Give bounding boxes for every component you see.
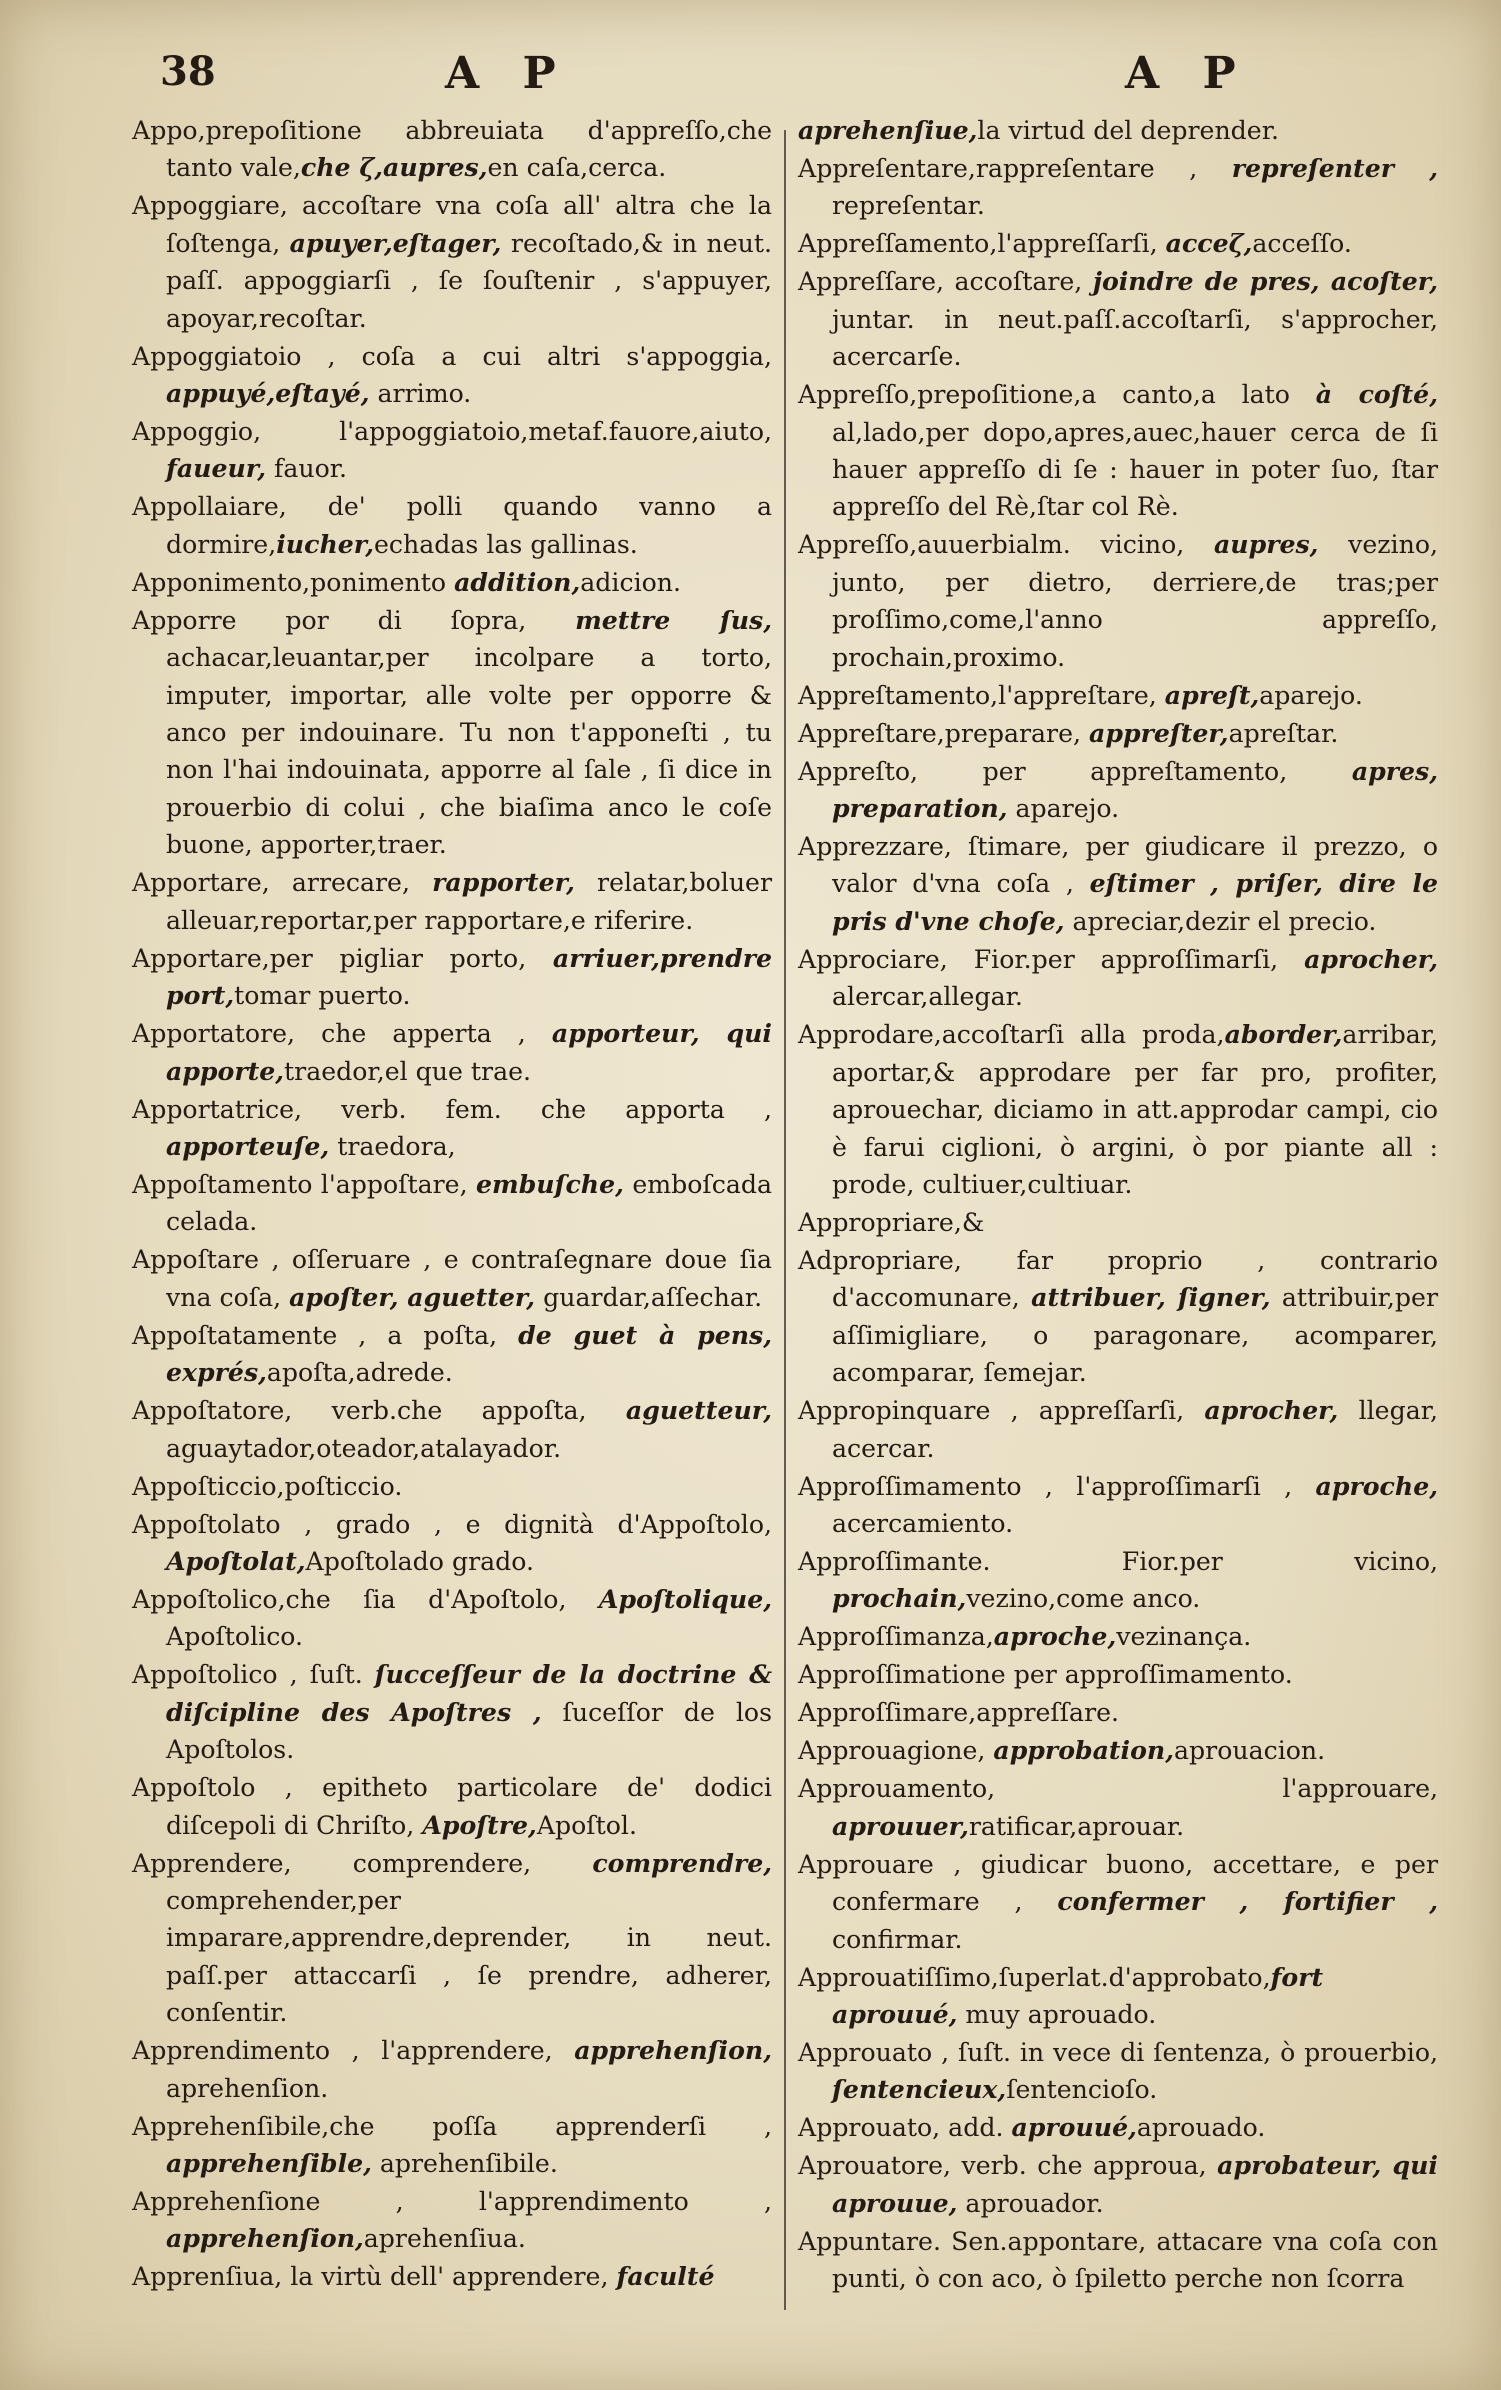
dictionary-entry <box>132 338 772 413</box>
entry-spanish-text: adicion. <box>580 567 682 597</box>
dictionary-entry <box>132 1845 772 2032</box>
dictionary-entry <box>798 1694 1438 1731</box>
entry-spanish-text: attribuir,per aſſimigliare, o paragonare, acomparer, acomparar, ſemejar. <box>832 1283 1438 1388</box>
entry-headword-text: Appoggiare, accoſtare vna coſa all' altra che la ſoſtenga, <box>132 191 772 258</box>
entry-french-equivalent: apres, preparation, <box>832 755 1438 824</box>
entry-spanish-text: aprouado. <box>1136 2113 1266 2143</box>
entry-french-equivalent: aprehenſiue, <box>798 115 978 145</box>
dictionary-entry <box>132 2108 772 2183</box>
entry-french-equivalent: appuyé,eſtayé, <box>166 378 370 409</box>
entry-french-equivalent: Apoſtre, <box>422 1809 537 1840</box>
dictionary-entry <box>132 1091 772 1166</box>
entry-french-equivalent: aprobateur, qui aprouue, <box>832 2150 1438 2218</box>
entry-spanish-text: ſentencioſo. <box>1006 2075 1158 2105</box>
dictionary-entry <box>132 112 772 187</box>
entry-spanish-text: aprouador. <box>957 2188 1104 2218</box>
entry-french-equivalent: fort aprouué, <box>832 1961 1324 2029</box>
left-column <box>132 112 772 2296</box>
dictionary-entry <box>798 715 1438 752</box>
entry-headword-text: Appollaiare, de' polli quando vanno a dormire, <box>132 492 772 559</box>
dictionary-entry <box>798 2109 1438 2146</box>
dictionary-entry <box>798 376 1438 526</box>
dictionary-entry <box>798 677 1438 714</box>
entry-french-equivalent: aprocher, <box>1304 943 1438 974</box>
entry-headword-text: Appreſtamento,l'appreſtare, <box>798 680 1165 710</box>
dictionary-entry <box>798 1242 1438 1392</box>
entry-spanish-text: traedor,el que trae. <box>284 1056 532 1086</box>
entry-french-equivalent: Apoſtolique, <box>598 1583 772 1614</box>
entry-french-equivalent: apreſt, <box>1164 679 1260 710</box>
dictionary-entry <box>132 413 772 488</box>
entry-french-equivalent: aprouuer, <box>832 1810 969 1841</box>
entry-headword-text: Appreſſo,auuerbialm. vicino, <box>798 530 1214 560</box>
entry-headword-text: Appoſtolo , epitheto particolare de' dodici diſcepoli di Chriſto, <box>132 1773 772 1840</box>
entry-french-equivalent: apuyer,eſtager, <box>289 227 502 258</box>
entry-french-equivalent: rapporter, <box>432 867 575 898</box>
entry-spanish-text: ſuceſſor de los Apoſtolos. <box>166 1697 772 1765</box>
dictionary-entry <box>132 2183 772 2258</box>
entry-headword-text: Apponimento,ponimento <box>132 567 455 597</box>
entry-french-equivalent: che ζ,aupres, <box>300 152 488 183</box>
entry-french-equivalent: prochain, <box>832 1583 967 1614</box>
dictionary-entry <box>798 2147 1438 2222</box>
entry-spanish-text: aparejo. <box>1259 680 1363 710</box>
entry-spanish-text: emboſcada celada. <box>166 1169 772 1237</box>
entry-french-equivalent: joindre de pres, acoſter, <box>1092 266 1438 297</box>
entry-french-equivalent: aguetteur, <box>625 1395 772 1426</box>
entry-french-equivalent: ſentencieux, <box>832 2074 1007 2105</box>
dictionary-entry <box>798 1543 1438 1618</box>
dictionary-entry <box>798 1016 1438 1203</box>
entry-spanish-text: acceſſo. <box>1252 229 1352 259</box>
entry-headword-text: Adpropriare, far proprio , contrario d'accomunare, <box>798 1245 1438 1313</box>
dictionary-entry <box>798 941 1438 1016</box>
entry-headword-text: Appreſentare,rappreſentare , <box>798 154 1232 183</box>
dictionary-entry <box>798 526 1438 676</box>
entry-french-equivalent: embuſche, <box>476 1168 624 1199</box>
entry-spanish-text: aprehenſiua. <box>363 2224 526 2254</box>
dictionary-entry <box>798 112 1438 149</box>
entry-spanish-text: aprehenſion. <box>166 2073 329 2103</box>
entry-headword-text: Apportare, arrecare, <box>132 868 433 898</box>
entry-headword-text: Approſſimatione per approſſimamento. <box>798 1660 1293 1690</box>
dictionary-entry <box>798 150 1438 225</box>
dictionary-entry <box>798 225 1438 262</box>
entry-spanish-text: en caſa,cerca. <box>487 153 667 183</box>
entry-french-equivalent: faueur, <box>166 453 267 484</box>
entry-spanish-text: vezino,come anco. <box>966 1584 1201 1614</box>
dictionary-entry <box>132 1656 772 1768</box>
entry-french-equivalent: addition, <box>454 566 581 597</box>
entry-spanish-text: confirmar. <box>832 1924 963 1954</box>
dictionary-entry <box>798 1204 1438 1241</box>
entry-spanish-text: vezinança. <box>1116 1622 1252 1652</box>
entry-headword-text: Apprenſiua, la virtù dell' apprendere, <box>132 2262 617 2292</box>
entry-spanish-text: tomar puerto. <box>234 981 411 1011</box>
dictionary-entry <box>798 263 1438 375</box>
entry-spanish-text: arrimo. <box>369 379 472 409</box>
page-header <box>0 48 1501 108</box>
entry-headword-text: Appoſtolico,che ſia d'Apoſtolo, <box>132 1584 599 1614</box>
entry-french-equivalent: eſtimer , priſer, dire le pris d'vne choſe, <box>832 868 1438 936</box>
entry-french-equivalent: confermer , fortifier , <box>1057 1886 1438 1917</box>
entry-headword-text: Approuamento, l'approuare, <box>798 1774 1438 1804</box>
entry-headword-text: Apprehenſibile,che poſſa apprenderſi , <box>132 2111 772 2141</box>
entry-french-equivalent: faculté <box>616 2261 715 2292</box>
running-head-left: A P <box>445 48 570 99</box>
entry-french-equivalent: attribuer, ſigner, <box>1031 1282 1271 1313</box>
entry-headword-text: Appoſtatamente , a poſta, <box>132 1320 519 1350</box>
dictionary-entry <box>132 1317 772 1392</box>
entry-headword-text: Apprendimento , l'apprendere, <box>132 2036 575 2066</box>
dictionary-entry <box>132 864 772 939</box>
entry-spanish-text: acercamiento. <box>832 1508 1014 1538</box>
entry-headword-text: Appoſtolato , grado , e dignità d'Appoſtolo, <box>132 1509 772 1539</box>
entry-headword-text: Apporre por di ſopra, <box>132 605 576 635</box>
dictionary-entry <box>132 1392 772 1467</box>
entry-spanish-text: traedora, <box>329 1131 456 1161</box>
entry-french-equivalent: apprehenſion, <box>166 2223 364 2254</box>
entry-spanish-text: la virtud del deprender. <box>977 116 1279 145</box>
entry-headword-text: Appropriare,& <box>798 1207 985 1237</box>
entry-french-equivalent: approbation, <box>993 1735 1175 1766</box>
entry-spanish-text: aparejo. <box>1007 794 1120 824</box>
entry-headword-text: Appoggio, l'appoggiatoio,metaf.fauore,aiuto, <box>132 417 772 447</box>
entry-headword-text: Apprezzare, ſtimare, per giudicare il prezzo, o valor d'vna coſa , <box>798 832 1438 899</box>
entry-headword-text: Apportare,per pigliar porto, <box>132 943 553 973</box>
entry-headword-text: Appoſtolico , ſuſt. <box>132 1660 375 1690</box>
entry-headword-text: Approuatiſſimo,ſuperlat.d'approbato, <box>798 1962 1271 1992</box>
entry-spanish-text: arribar, aportar,& approdare per far pro, profiter, aprouechar, diciamo in att.approdar campi, cio è farui ciglioni, ò argini, ò por piante all : prode, cultiuer,cultiuar. <box>832 1020 1438 1199</box>
entry-spanish-text: recoſtado,& in neut. paſſ. appoggiarſi , ſe ſouſtenir , s'appuyer, apoyar,recoſtar. <box>166 228 772 333</box>
entry-french-equivalent: aproche, <box>1315 1470 1438 1501</box>
dictionary-entry <box>798 1468 1438 1543</box>
entry-headword-text: Apportatore, che apperta , <box>132 1019 552 1049</box>
dictionary-entry <box>132 2032 772 2107</box>
dictionary-entry <box>132 1241 772 1316</box>
entry-spanish-text: juntar. in neut.paſſ.accoſtarſi, s'approcher, acercarſe. <box>832 304 1438 372</box>
dictionary-entry <box>132 1166 772 1241</box>
entry-spanish-text: apoſta,adrede. <box>266 1358 453 1388</box>
entry-headword-text: Approſſimare,appreſſare. <box>798 1698 1120 1728</box>
entry-headword-text: Appoſticcio,poſticcio. <box>132 1471 403 1501</box>
entry-headword-text: Appreſſamento,l'appreſſarſi, <box>798 229 1166 259</box>
entry-french-equivalent: ſucceſſeur de la doctrine & diſcipline des Apoſtres , <box>166 1659 772 1727</box>
dictionary-entry <box>798 1392 1438 1467</box>
entry-spanish-text: repreſentar. <box>832 191 985 221</box>
entry-headword-text: Appoſtamento l'appoſtare, <box>132 1169 477 1199</box>
entry-headword-text: Appreſſare, accoſtare, <box>798 267 1093 297</box>
entry-headword-text: Appreſto, per appreſtamento, <box>798 756 1352 786</box>
dictionary-entry <box>798 1959 1438 2034</box>
entry-spanish-text: aprouacion. <box>1174 1736 1326 1766</box>
dictionary-entry <box>132 187 772 337</box>
column-divider <box>784 130 786 2310</box>
entry-spanish-text: apreſtar. <box>1228 718 1339 748</box>
dictionary-entry <box>798 753 1438 828</box>
dictionary-entry <box>132 1769 772 1844</box>
entry-french-equivalent: aprouué, <box>1011 2112 1137 2143</box>
entry-headword-text: Approſſimante. Fior.per vicino, <box>798 1546 1438 1576</box>
dictionary-entry <box>132 1468 772 1505</box>
entry-spanish-text: Apoſtol. <box>536 1810 637 1840</box>
entry-spanish-text: echadas las gallinas. <box>374 529 638 559</box>
entry-spanish-text: ratificar,aprouar. <box>968 1811 1185 1841</box>
entry-french-equivalent: repreſenter , <box>1231 153 1439 183</box>
entry-headword-text: Appreſtare,preparare, <box>798 718 1090 748</box>
dictionary-entry <box>798 2223 1438 2298</box>
dictionary-entry <box>132 2258 772 2295</box>
entry-headword-text: Aprouatore, verb. che approua, <box>798 2151 1218 2181</box>
entry-headword-text: Apportatrice, verb. fem. che apporta , <box>132 1094 772 1124</box>
entry-headword-text: Approuato, add. <box>798 2113 1012 2143</box>
page-number: 38 <box>160 48 216 95</box>
entry-headword-text: Approuagione, <box>798 1736 994 1766</box>
entry-spanish-text: comprehender,per imparare,apprendre,deprender, in neut. paſſ.per attaccarſi , ſe prendre, adherer, conſentir. <box>166 1885 772 2028</box>
dictionary-entry <box>798 1770 1438 1845</box>
entry-spanish-text: aprehenſibile. <box>371 2149 558 2178</box>
dictionary-entry <box>132 1015 772 1090</box>
entry-headword-text: Appuntare. Sen.appontare, attacare vna coſa con punti, ò con aco, ò ſpiletto perche non ſcorra <box>798 2226 1438 2294</box>
entry-headword-text: Apprendere, comprendere, <box>132 1848 593 1878</box>
entry-french-equivalent: acceζ, <box>1165 228 1253 259</box>
entry-spanish-text: apreciar,dezir el precio. <box>1064 906 1377 936</box>
entry-headword-text: Apprehenſione , l'apprendimento , <box>132 2187 772 2216</box>
entry-french-equivalent: aupres, <box>1213 529 1319 560</box>
entry-spanish-text: muy aprouado. <box>957 1999 1157 2029</box>
dictionary-entry <box>132 940 772 1015</box>
entry-spanish-text: Apoſtolado grado. <box>305 1546 534 1576</box>
entry-french-equivalent: aproche, <box>993 1621 1117 1652</box>
entry-french-equivalent: mettre ſus, <box>575 604 773 635</box>
entry-french-equivalent: de guet à pens, exprés, <box>166 1319 773 1388</box>
entry-spanish-text: fauor. <box>266 454 348 484</box>
entry-french-equivalent: Apoſtolat, <box>166 1545 306 1576</box>
dictionary-entry <box>132 1506 772 1581</box>
entry-french-equivalent: arriuer,prendre port, <box>166 942 772 1011</box>
dictionary-entry <box>798 828 1438 940</box>
entry-headword-text: Appoſtare , oſſeruare , e contraſegnare doue ſia vna coſa, <box>132 1245 772 1312</box>
entry-headword-text: Approſſimamento , l'approſſimarſi , <box>798 1471 1316 1501</box>
dictionary-entry <box>132 564 772 601</box>
right-column <box>798 112 1438 2298</box>
entry-headword-text: Approſſimanza, <box>798 1622 994 1652</box>
entry-spanish-text: achacar,leuantar,per incolpare a torto, imputer, importar, alle volte per opporre & anco per indouinare. Tu non t'apponeſti , tu non l'hai indouinata, apporre al ſale , ſi dice in prouerbio di colui , che biaſima anco le coſe buone, apporter,traer. <box>166 643 772 860</box>
entry-french-equivalent: comprendre, <box>592 1847 772 1878</box>
entry-spanish-text: relatar,boluer alleuar,reportar,per rapportare,e riferire. <box>166 868 772 935</box>
dictionary-entry <box>132 1581 772 1656</box>
entry-headword-text: Approdare,accoſtarſi alla proda, <box>798 1020 1225 1050</box>
entry-french-equivalent: iucher, <box>276 528 374 559</box>
entry-french-equivalent: à coſté, <box>1315 379 1438 410</box>
entry-french-equivalent: apprehenſible, <box>166 2148 372 2178</box>
running-head-right: A P <box>1125 48 1250 99</box>
entry-french-equivalent: aprocher, <box>1204 1395 1339 1426</box>
entry-french-equivalent: apprehenſion, <box>574 2035 772 2066</box>
dictionary-entry <box>798 1656 1438 1693</box>
entry-headword-text: Appropinquare , appreſſarſi, <box>798 1396 1205 1426</box>
entry-headword-text: Appo,prepoſitione abbreuiata d'appreſſo,che tanto vale, <box>132 116 772 183</box>
entry-headword-text: Appoſtatore, verb.che appoſta, <box>132 1396 626 1426</box>
dictionary-entry <box>798 1846 1438 1958</box>
entry-french-equivalent: apoſter, aguetter, <box>289 1281 536 1312</box>
dictionary-entry <box>132 488 772 563</box>
dictionary-entry <box>798 2034 1438 2109</box>
entry-french-equivalent: apporteur, qui apporte, <box>166 1018 772 1086</box>
entry-spanish-text: al,lado,per dopo,apres,auec,hauer cerca de ſi hauer appreſſo di ſe : hauer in poter ſuo, ſtar appreſſo del Rè,ſtar col Rè. <box>832 417 1438 522</box>
entry-spanish-text: vezino, junto, per dietro, derriere,de tras;per proſſimo,come,l'anno appreſſo, prochain,proximo. <box>832 530 1438 672</box>
entry-headword-text: Approuato , ſuſt. in vece di ſentenza, ò prouerbio, <box>798 2037 1438 2067</box>
entry-spanish-text: llegar, acercar. <box>832 1396 1439 1463</box>
entry-french-equivalent: aborder, <box>1224 1019 1343 1050</box>
entry-headword-text: Appoggiatoio , coſa a cui altri s'appoggia, <box>132 341 772 371</box>
entry-headword-text: Approciare, Fior.per approſſimarſi, <box>798 944 1305 974</box>
entry-french-equivalent: appreſter, <box>1089 717 1229 748</box>
entry-spanish-text: guardar,aſſechar. <box>535 1282 763 1312</box>
dictionary-entry <box>798 1618 1438 1655</box>
entry-french-equivalent: apporteuſe, <box>166 1130 330 1161</box>
entry-spanish-text: alercar,allegar. <box>832 982 1023 1012</box>
dictionary-entry <box>798 1732 1438 1769</box>
entry-spanish-text: aguaytador,oteador,atalayador. <box>166 1433 562 1463</box>
entry-spanish-text: Apoſtolico. <box>166 1622 304 1652</box>
entry-headword-text: Approuare , giudicar buono, accettare, e per confermare , <box>798 1849 1438 1917</box>
entry-headword-text: Appreſſo,prepoſitione,a canto,a lato <box>798 380 1316 410</box>
dictionary-entry <box>132 602 772 864</box>
